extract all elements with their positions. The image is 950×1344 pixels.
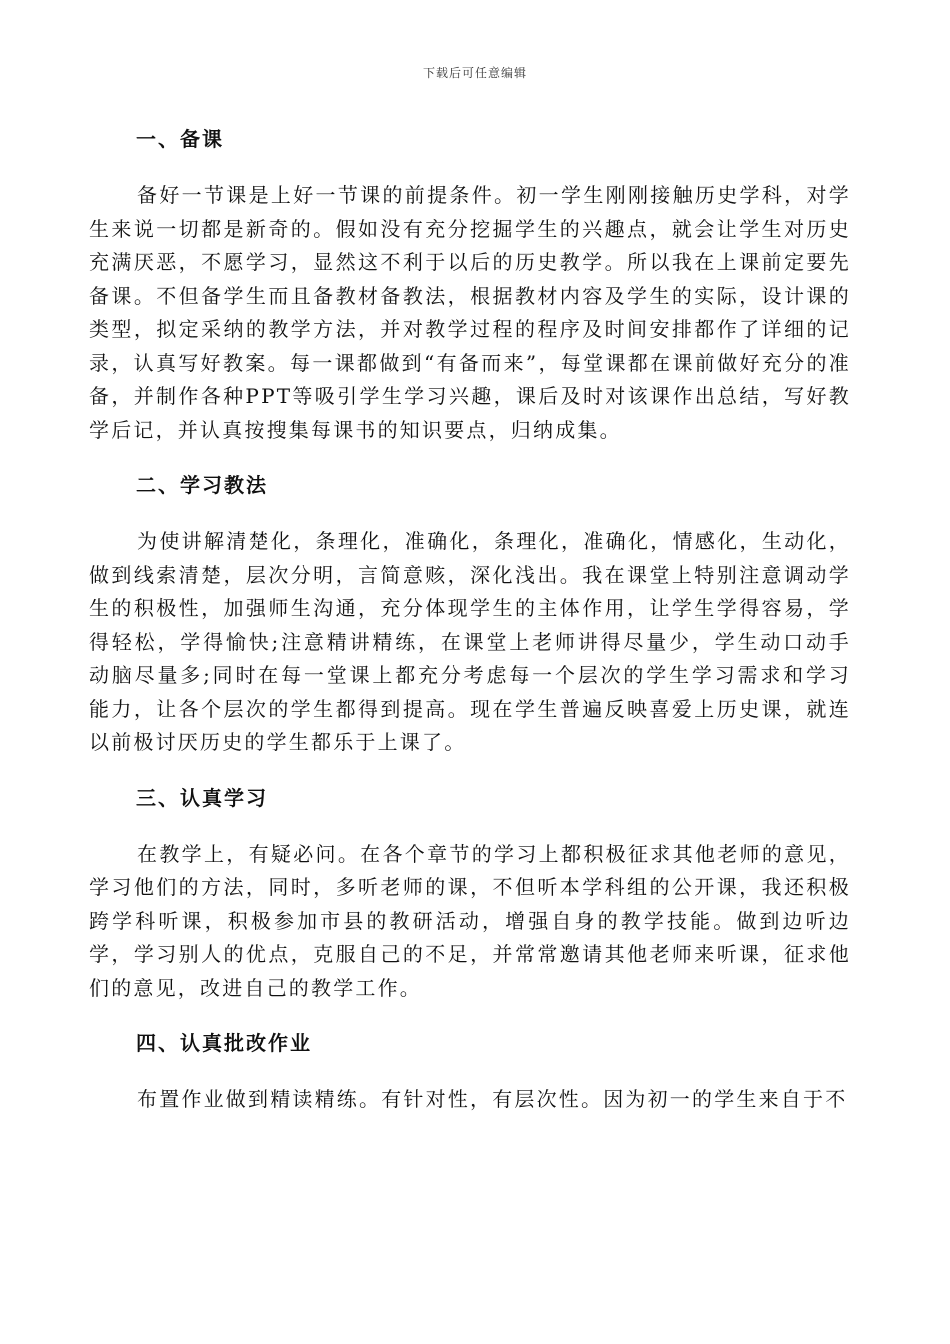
- section-heading-teaching-methods: 二、学习教法: [136, 473, 268, 497]
- section-paragraph-lesson-prep: 备好一节课是上好一节课的前提条件。初一学生刚刚接触历史学科，对学生来说一切都是新奇的。假如没有充分挖掘学生的兴趣点，就会让学生对历史充满厌恶，不愿学习，显然这不利于以后的历史教学。所以我在上课前定要先备课。不但备学生而且备教材备教法，根据教材内容及学生的实际，设计课的类型，拟定采纳的教学方法，并对教学过程的程序及时间安排都作了详细的记录，认真写好教案。每一课都做到“有备而来”，每堂课都在课前做好充分的准备，并制作各种PPT等吸引学生学习兴趣，课后及时对该课作出总结，写好教学后记，并认真按搜集每课书的知识要点，归纳成集。: [89, 183, 851, 442]
- section-paragraph-homework-correction: 布置作业做到精读精练。有针对性，有层次性。因为初一的学生来自于不: [137, 1087, 848, 1111]
- section-heading-serious-study: 三、认真学习: [136, 785, 268, 810]
- section-heading-homework-correction: 四、认真批改作业: [136, 1031, 312, 1055]
- section-paragraph-teaching-methods: 为使讲解清楚化，条理化，准确化，条理化，准确化，情感化，生动化，做到线索清楚，层次分明，言简意赅，深化浅出。我在课堂上特别注意调动学生的积极性，加强师生沟通，充分体现学生的主体作用，让学生学得容易，学得轻松，学得愉快;注意精讲精练，在课堂上老师讲得尽量少，学生动口动手动脑尽量多;同时在每一堂课上都充分考虑每一个层次的学生学习需求和学习能力，让各个层次的学生都得到提高。现在学生普遍反映喜爱上历史课，就连以前极讨厌历史的学生都乐于上课了。: [89, 529, 851, 754]
- section-paragraph-serious-study: 在教学上，有疑必问。在各个章节的学习上都积极征求其他老师的意见，学习他们的方法，同时，多听老师的课，不但听本学科组的公开课，我还积极跨学科听课，积极参加市县的教研活动，增强自身的教学技能。做到边听边学，学习别人的优点，克服自己的不足，并常常邀请其他老师来听课，征求他们的意见，改进自己的教学工作。: [89, 841, 851, 1000]
- page-header: 下载后可任意编辑: [422, 66, 527, 80]
- document-body: [89, 118, 851, 1117]
- section-heading-lesson-prep: 一、备课: [136, 127, 224, 151]
